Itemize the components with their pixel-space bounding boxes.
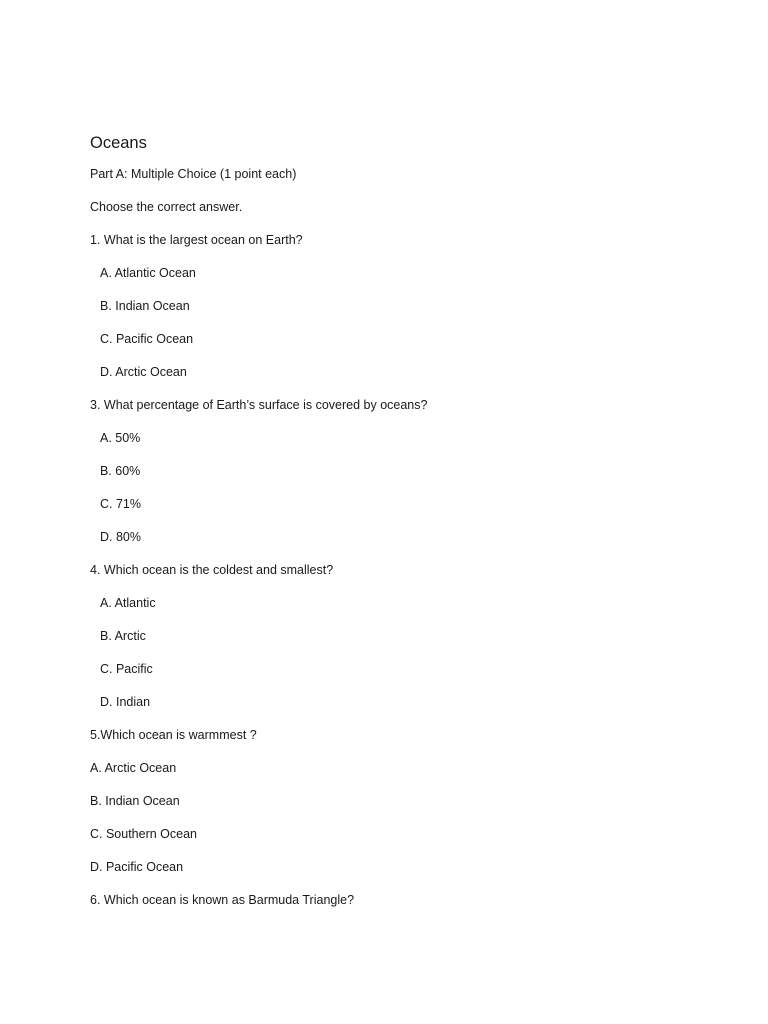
- document-title: Oceans: [90, 134, 147, 152]
- question-1-option-c: C. Pacific Ocean: [100, 332, 194, 346]
- question-3-option-a: A. 50%: [100, 431, 141, 445]
- question-5: 5.Which ocean is warmmest ?: [90, 728, 257, 742]
- question-1: 1. What is the largest ocean on Earth?: [90, 233, 303, 247]
- document-body: [90, 131, 690, 925]
- question-4: 4. Which ocean is the coldest and smallest?: [90, 563, 334, 577]
- question-1-option-b: B. Indian Ocean: [100, 299, 190, 313]
- question-4-option-d: D. Indian: [100, 695, 151, 709]
- question-5-option-b: B. Indian Ocean: [90, 794, 180, 808]
- question-4-option-a: A. Atlantic: [100, 596, 156, 610]
- question-4-option-c: C. Pacific: [100, 662, 153, 676]
- question-1-option-a: A. Atlantic Ocean: [100, 266, 196, 280]
- question-6: 6. Which ocean is known as Barmuda Triangle?: [90, 893, 355, 907]
- question-5-option-d: D. Pacific Ocean: [90, 860, 184, 874]
- question-5-option-a: A. Arctic Ocean: [90, 761, 177, 775]
- question-3-option-b: B. 60%: [100, 464, 141, 478]
- question-3-option-d: D. 80%: [100, 530, 141, 544]
- question-4-option-b: B. Arctic: [100, 629, 146, 643]
- question-5-option-c: C. Southern Ocean: [90, 827, 198, 841]
- question-1-option-d: D. Arctic Ocean: [100, 365, 187, 379]
- question-3: 3. What percentage of Earth’s surface is covered by oceans?: [90, 398, 428, 412]
- instruction-text: Choose the correct answer.: [90, 200, 243, 214]
- question-3-option-c: C. 71%: [100, 497, 141, 511]
- part-heading: Part A: Multiple Choice (1 point each): [90, 167, 297, 181]
